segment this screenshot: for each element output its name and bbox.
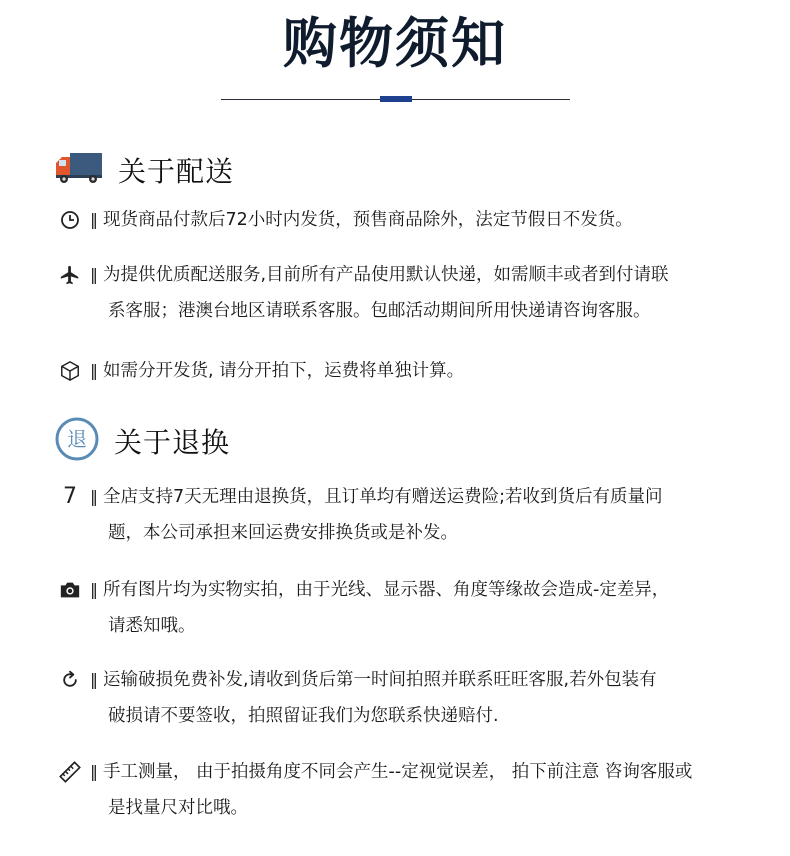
seven-days-icon: 7 bbox=[63, 484, 77, 509]
delivery-item-shipping-time bbox=[58, 202, 778, 238]
separator: ‖ bbox=[90, 670, 97, 689]
delivery-item-split-shipping bbox=[58, 353, 778, 389]
returns-item-photos bbox=[58, 572, 778, 644]
return-badge-icon bbox=[54, 416, 100, 466]
item-text-line: 破损请不要签收，拍照留证我们为您联系快递赔付. bbox=[108, 706, 499, 726]
redo-icon bbox=[58, 668, 82, 692]
item-text-line: 系客服；港澳台地区请联系客服。包邮活动期间所用快递请咨询客服。 bbox=[108, 301, 651, 321]
delivery-item-courier bbox=[58, 257, 778, 329]
separator: ‖ bbox=[90, 265, 97, 284]
title-underline-accent bbox=[380, 96, 412, 102]
truck-icon bbox=[54, 151, 104, 189]
item-text-line: 现货商品付款后72小时内发货，预售商品除外，法定节假日不发货。 bbox=[103, 210, 633, 230]
item-text-line: 请悉知哦。 bbox=[108, 616, 196, 636]
section-delivery-header bbox=[54, 148, 234, 192]
item-text-line: 如需分开发货, 请分开拍下，运费将单独计算。 bbox=[103, 361, 465, 381]
item-text-line: 手工测量， 由于拍摄角度不同会产生--定视觉误差， 拍下前注意 咨询客服或 bbox=[103, 762, 693, 782]
item-text-line: 所有图片均为实物实拍，由于光线、显示器、角度等缘故会造成-定差异， bbox=[103, 580, 670, 600]
section-delivery-title: 关于配送 bbox=[118, 155, 235, 188]
returns-item-damage bbox=[58, 662, 778, 734]
ruler-icon bbox=[58, 760, 82, 784]
separator: ‖ bbox=[90, 762, 97, 781]
item-text-line: 为提供优质配送服务,目前所有产品使用默认快递，如需顺丰或者到付请联 bbox=[103, 265, 669, 285]
clock-icon bbox=[58, 208, 82, 232]
package-icon bbox=[58, 359, 82, 383]
item-text-line: 全店支持7天无理由退换货，且订单均有赠送运费险;若收到货后有质量问 bbox=[103, 487, 663, 507]
section-returns-title: 关于退换 bbox=[114, 426, 231, 459]
item-text-line: 运输破损免费补发,请收到货后第一时间拍照并联系旺旺客服,若外包装有 bbox=[103, 670, 657, 690]
return-badge-text: 退 bbox=[67, 427, 87, 451]
section-returns-header bbox=[54, 419, 230, 463]
separator: ‖ bbox=[90, 361, 97, 380]
separator: ‖ bbox=[90, 487, 97, 506]
airplane-icon bbox=[58, 263, 82, 287]
returns-item-measurement bbox=[58, 754, 778, 826]
separator: ‖ bbox=[90, 580, 97, 599]
item-text-line: 题，本公司承担来回运费安排换货或是补发。 bbox=[108, 523, 458, 543]
returns-item-seven-days bbox=[58, 479, 778, 551]
separator: ‖ bbox=[90, 210, 97, 229]
page-title: 购物须知 bbox=[283, 12, 507, 75]
item-text-line: 是找量尺对比哦。 bbox=[108, 798, 248, 818]
camera-icon bbox=[58, 578, 82, 602]
